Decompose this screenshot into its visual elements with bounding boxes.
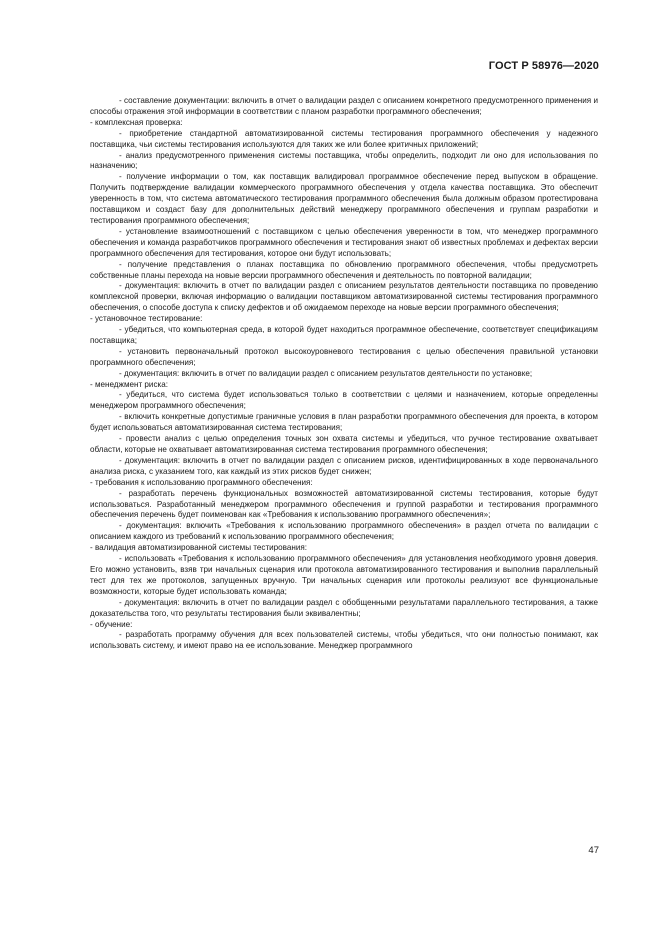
paragraph: - составление документации: включить в отчет о валидации раздел с описанием конкретного предусмотренного применения и способы отражения этой информации в соответствии с планом разработки программного обеспечения; (90, 96, 598, 116)
paragraph: - требования к использованию программного обеспечения: (90, 477, 313, 487)
paragraph: - документация: включить «Требования к использованию программного обеспечения» в раздел отчета по валидации с описанием каждого из требований к использованию программного обеспечения; (90, 521, 598, 542)
paragraph: - документация: включить в отчет по валидации раздел с описанием рисков, идентифицированных в ходе первоначального анализа риска, с указанием того, как каждый из этих рисков будет снижен; (90, 455, 598, 476)
standard-header: ГОСТ Р 58976—2020 (488, 60, 599, 72)
paragraph: - получение представления о планах поставщика по обновлению программного обеспечения, чтобы предусмотреть собственные планы перехода на новые версии программного обеспечения и деятельность по повторной валидации; (90, 259, 598, 280)
paragraph: - убедиться, что компьютерная среда, в которой будет находиться программное обеспечение, соответствует спецификациям поставщика; (90, 325, 598, 345)
paragraph: - приобретение стандартной автоматизированной системы тестирования программного обеспечения у надежного поставщика, чьи системы тестирования используются для таких же или более критичных приложений; (90, 128, 598, 149)
paragraph: - менеджмент риска: (90, 379, 168, 389)
paragraph: - установочное тестирование: (90, 314, 203, 324)
body-text (90, 96, 598, 652)
paragraph: - установление взаимоотношений с поставщиком с целью обеспечения уверенности в том, что менеджер программного обеспечения и команда разработчиков программного обеспечения и тестирования знают об известных проблемах и дефектах версии программного обеспечения для тестирования, которое они будут использовать; (90, 226, 598, 258)
paragraph: - получение информации о том, как поставщик валидировал программное обеспечение перед выпуском в обращение. Получить подтверждение валидации коммерческого программного обеспечения у отдела качества поставщика. Это обеспечит уверенность в том, что система автоматического тестирования программного обеспечения была должным образом протестирована поставщиком и создаст базу для дополнительных действий менеджеру программного обеспечения и группам разработки и тестирования программного обеспечения; (90, 172, 598, 225)
paragraph: - документация: включить в отчет по валидации раздел с описанием результатов деятельности по установке; (119, 368, 533, 378)
paragraph: - провести анализ с целью определения точных зон охвата системы и убедиться, что ручное тестирование охватывает области, которые не охватывает автоматизированная система тестирования программного обеспечения; (90, 434, 598, 454)
paragraph: - комплексная проверка: (90, 117, 183, 127)
paragraph: - убедиться, что система будет использоваться только в соответствии с целями и назначением, которые определенны менеджером программного обеспечения; (90, 390, 598, 411)
paragraph: - разработать перечень функциональных возможностей автоматизированной системы тестирования, которые будут использоваться. Разработанный менеджером программного обеспечения и группой разработки и тестирования программного обеспечения перечень будет поименован как «Требования к использованию программного обеспечения»; (90, 488, 598, 520)
paragraph: - разработать программу обучения для всех пользователей системы, чтобы убедиться, что они полностью понимают, как использовать систему, и имеют право на ее использование. Менеджер программного (90, 630, 598, 651)
paragraph: - установить первоначальный протокол высокоуровневого тестирования с целью обеспечения правильной установки программного обеспечения; (90, 346, 598, 367)
page-number: 47 (588, 845, 599, 856)
paragraph: - обучение: (90, 619, 133, 629)
paragraph: - валидация автоматизированной системы тестирования: (90, 543, 308, 553)
paragraph: - включить конкретные допустимые граничные условия в план разработки программного обеспечения для проекта, в котором будет использоваться автоматизированная система тестирования; (90, 412, 598, 433)
paragraph: - анализ предусмотренного применения системы поставщика, чтобы определить, подходит ли оно для использования по назначению; (90, 150, 598, 171)
paragraph: - использовать «Требования к использованию программного обеспечения» для установления необходимого уровня доверия. Его можно установить, взяв три начальных сценария или протокола автоматизированного тестирования и выполнив параллельный тест для тех же протоколов, запущенных вручную. Три начальных сценария или протоколы реализуют все функциональные возможности, которые будет использовать команда; (90, 554, 598, 596)
paragraph: - документация: включить в отчет по валидации раздел с обобщенными результатами параллельного тестирования, а также доказательства того, что результаты тестирования были эквивалентны; (90, 597, 598, 618)
paragraph: - документация: включить в отчет по валидации раздел с описанием результатов деятельности поставщика по проведению комплексной проверки, включая информацию о валидации поставщиком автоматизированной системы тестирования программного обеспечения, о способе доступа к списку дефектов и об ожидаемом переходе на новые версии программного обеспечения; (90, 281, 598, 313)
